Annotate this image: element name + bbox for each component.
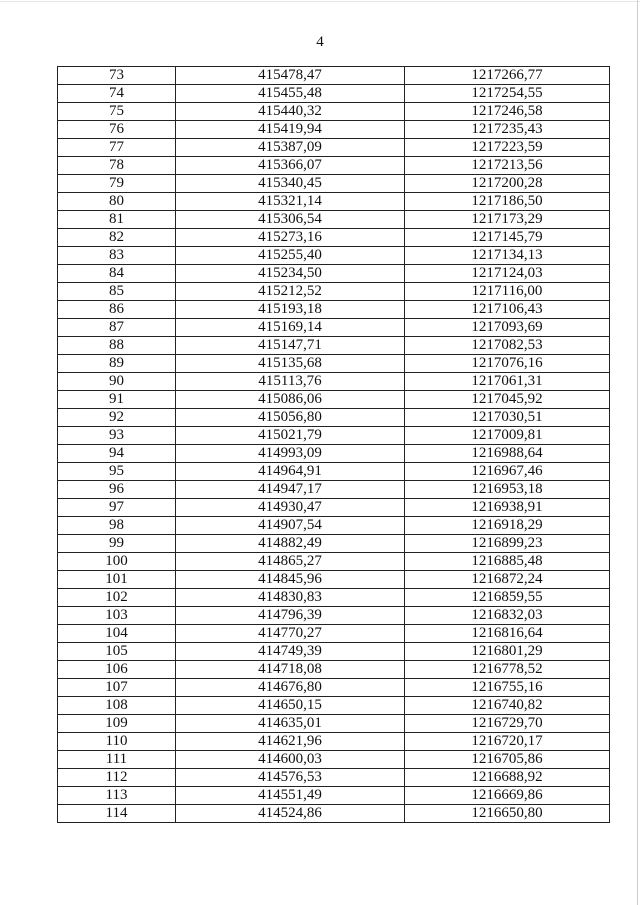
- x-coordinate-cell: 414551,49: [176, 787, 405, 805]
- point-number-cell: 82: [58, 229, 176, 247]
- y-coordinate-cell: 1217061,31: [405, 373, 610, 391]
- table-row: [58, 193, 610, 211]
- table-row: [58, 679, 610, 697]
- y-coordinate-cell: 1217106,43: [405, 301, 610, 319]
- x-coordinate-cell: 415234,50: [176, 265, 405, 283]
- point-number-cell: 80: [58, 193, 176, 211]
- table-row: [58, 499, 610, 517]
- table-row: [58, 283, 610, 301]
- table-row: [58, 391, 610, 409]
- y-coordinate-cell: 1216720,17: [405, 733, 610, 751]
- coordinates-table-body: [58, 67, 610, 823]
- y-coordinate-cell: 1216650,80: [405, 805, 610, 823]
- table-row: [58, 211, 610, 229]
- table-row: [58, 715, 610, 733]
- point-number-cell: 77: [58, 139, 176, 157]
- y-coordinate-cell: 1216705,86: [405, 751, 610, 769]
- page-number: 4: [316, 34, 324, 50]
- x-coordinate-cell: 415478,47: [176, 67, 405, 85]
- table-row: [58, 103, 610, 121]
- point-number-cell: 111: [58, 751, 176, 769]
- x-coordinate-cell: 415419,94: [176, 121, 405, 139]
- x-coordinate-cell: 415340,45: [176, 175, 405, 193]
- x-coordinate-cell: 415306,54: [176, 211, 405, 229]
- table-row: [58, 571, 610, 589]
- y-coordinate-cell: 1217200,28: [405, 175, 610, 193]
- x-coordinate-cell: 414718,08: [176, 661, 405, 679]
- x-coordinate-cell: 415135,68: [176, 355, 405, 373]
- x-coordinate-cell: 415212,52: [176, 283, 405, 301]
- table-row: [58, 337, 610, 355]
- point-number-cell: 76: [58, 121, 176, 139]
- x-coordinate-cell: 414993,09: [176, 445, 405, 463]
- point-number-cell: 73: [58, 67, 176, 85]
- y-coordinate-cell: 1216885,48: [405, 553, 610, 571]
- y-coordinate-cell: 1216967,46: [405, 463, 610, 481]
- table-row: [58, 85, 610, 103]
- table-row: [58, 805, 610, 823]
- table-row: [58, 67, 610, 85]
- point-number-cell: 78: [58, 157, 176, 175]
- point-number-cell: 97: [58, 499, 176, 517]
- x-coordinate-cell: 415021,79: [176, 427, 405, 445]
- point-number-cell: 112: [58, 769, 176, 787]
- point-number-cell: 104: [58, 625, 176, 643]
- x-coordinate-cell: 415255,40: [176, 247, 405, 265]
- x-coordinate-cell: 414621,96: [176, 733, 405, 751]
- point-number-cell: 74: [58, 85, 176, 103]
- point-number-cell: 87: [58, 319, 176, 337]
- x-coordinate-cell: 414964,91: [176, 463, 405, 481]
- table-row: [58, 607, 610, 625]
- point-number-cell: 113: [58, 787, 176, 805]
- point-number-cell: 107: [58, 679, 176, 697]
- table-row: [58, 355, 610, 373]
- x-coordinate-cell: 415147,71: [176, 337, 405, 355]
- y-coordinate-cell: 1217009,81: [405, 427, 610, 445]
- x-coordinate-cell: 414907,54: [176, 517, 405, 535]
- y-coordinate-cell: 1216872,24: [405, 571, 610, 589]
- x-coordinate-cell: 415321,14: [176, 193, 405, 211]
- y-coordinate-cell: 1216988,64: [405, 445, 610, 463]
- y-coordinate-cell: 1216729,70: [405, 715, 610, 733]
- y-coordinate-cell: 1217213,56: [405, 157, 610, 175]
- x-coordinate-cell: 414947,17: [176, 481, 405, 499]
- table-row: [58, 517, 610, 535]
- x-coordinate-cell: 415113,76: [176, 373, 405, 391]
- x-coordinate-cell: 414930,47: [176, 499, 405, 517]
- table-row: [58, 247, 610, 265]
- table-row: [58, 751, 610, 769]
- table-row: [58, 733, 610, 751]
- y-coordinate-cell: 1217266,77: [405, 67, 610, 85]
- y-coordinate-cell: 1216832,03: [405, 607, 610, 625]
- point-number-cell: 75: [58, 103, 176, 121]
- point-number-cell: 114: [58, 805, 176, 823]
- table-row: [58, 265, 610, 283]
- y-coordinate-cell: 1216778,52: [405, 661, 610, 679]
- point-number-cell: 79: [58, 175, 176, 193]
- table-row: [58, 157, 610, 175]
- scan-right-edge: [637, 0, 638, 905]
- x-coordinate-cell: 414576,53: [176, 769, 405, 787]
- table-row: [58, 139, 610, 157]
- point-number-cell: 101: [58, 571, 176, 589]
- point-number-cell: 98: [58, 517, 176, 535]
- y-coordinate-cell: 1216688,92: [405, 769, 610, 787]
- y-coordinate-cell: 1216816,64: [405, 625, 610, 643]
- point-number-cell: 103: [58, 607, 176, 625]
- point-number-cell: 102: [58, 589, 176, 607]
- point-number-cell: 95: [58, 463, 176, 481]
- point-number-cell: 85: [58, 283, 176, 301]
- y-coordinate-cell: 1217076,16: [405, 355, 610, 373]
- point-number-cell: 100: [58, 553, 176, 571]
- y-coordinate-cell: 1217254,55: [405, 85, 610, 103]
- y-coordinate-cell: 1217145,79: [405, 229, 610, 247]
- y-coordinate-cell: 1216918,29: [405, 517, 610, 535]
- table-row: [58, 535, 610, 553]
- table-row: [58, 121, 610, 139]
- point-number-cell: 105: [58, 643, 176, 661]
- x-coordinate-cell: 415366,07: [176, 157, 405, 175]
- y-coordinate-cell: 1217116,00: [405, 283, 610, 301]
- x-coordinate-cell: 414796,39: [176, 607, 405, 625]
- point-number-cell: 96: [58, 481, 176, 499]
- point-number-cell: 84: [58, 265, 176, 283]
- point-number-cell: 94: [58, 445, 176, 463]
- point-number-cell: 108: [58, 697, 176, 715]
- table-row: [58, 229, 610, 247]
- y-coordinate-cell: 1216899,23: [405, 535, 610, 553]
- point-number-cell: 109: [58, 715, 176, 733]
- coordinates-table: [57, 66, 610, 823]
- table-row: [58, 481, 610, 499]
- x-coordinate-cell: 414524,86: [176, 805, 405, 823]
- x-coordinate-cell: 415455,48: [176, 85, 405, 103]
- table-row: [58, 463, 610, 481]
- table-row: [58, 787, 610, 805]
- y-coordinate-cell: 1216938,91: [405, 499, 610, 517]
- y-coordinate-cell: 1217246,58: [405, 103, 610, 121]
- table-row: [58, 697, 610, 715]
- point-number-cell: 90: [58, 373, 176, 391]
- point-number-cell: 83: [58, 247, 176, 265]
- y-coordinate-cell: 1217093,69: [405, 319, 610, 337]
- x-coordinate-cell: 414600,03: [176, 751, 405, 769]
- point-number-cell: 91: [58, 391, 176, 409]
- y-coordinate-cell: 1217124,03: [405, 265, 610, 283]
- x-coordinate-cell: 414650,15: [176, 697, 405, 715]
- table-row: [58, 643, 610, 661]
- scan-top-edge: [0, 1, 640, 2]
- point-number-cell: 106: [58, 661, 176, 679]
- x-coordinate-cell: 415193,18: [176, 301, 405, 319]
- table-row: [58, 373, 610, 391]
- x-coordinate-cell: 415273,16: [176, 229, 405, 247]
- x-coordinate-cell: 415169,14: [176, 319, 405, 337]
- point-number-cell: 110: [58, 733, 176, 751]
- table-row: [58, 625, 610, 643]
- y-coordinate-cell: 1217082,53: [405, 337, 610, 355]
- table-row: [58, 769, 610, 787]
- y-coordinate-cell: 1217173,29: [405, 211, 610, 229]
- y-coordinate-cell: 1216740,82: [405, 697, 610, 715]
- point-number-cell: 92: [58, 409, 176, 427]
- point-number-cell: 99: [58, 535, 176, 553]
- table-row: [58, 661, 610, 679]
- x-coordinate-cell: 414676,80: [176, 679, 405, 697]
- table-row: [58, 589, 610, 607]
- y-coordinate-cell: 1217186,50: [405, 193, 610, 211]
- x-coordinate-cell: 414845,96: [176, 571, 405, 589]
- table-row: [58, 409, 610, 427]
- table-row: [58, 319, 610, 337]
- x-coordinate-cell: 414865,27: [176, 553, 405, 571]
- x-coordinate-cell: 415387,09: [176, 139, 405, 157]
- y-coordinate-cell: 1216953,18: [405, 481, 610, 499]
- x-coordinate-cell: 415440,32: [176, 103, 405, 121]
- point-number-cell: 93: [58, 427, 176, 445]
- y-coordinate-cell: 1217030,51: [405, 409, 610, 427]
- x-coordinate-cell: 414882,49: [176, 535, 405, 553]
- point-number-cell: 89: [58, 355, 176, 373]
- point-number-cell: 81: [58, 211, 176, 229]
- table-row: [58, 175, 610, 193]
- y-coordinate-cell: 1216669,86: [405, 787, 610, 805]
- x-coordinate-cell: 414770,27: [176, 625, 405, 643]
- x-coordinate-cell: 415056,80: [176, 409, 405, 427]
- y-coordinate-cell: 1216859,55: [405, 589, 610, 607]
- y-coordinate-cell: 1217223,59: [405, 139, 610, 157]
- y-coordinate-cell: 1216801,29: [405, 643, 610, 661]
- x-coordinate-cell: 415086,06: [176, 391, 405, 409]
- table-row: [58, 301, 610, 319]
- table-row: [58, 445, 610, 463]
- point-number-cell: 88: [58, 337, 176, 355]
- y-coordinate-cell: 1217235,43: [405, 121, 610, 139]
- y-coordinate-cell: 1217134,13: [405, 247, 610, 265]
- x-coordinate-cell: 414830,83: [176, 589, 405, 607]
- table-row: [58, 553, 610, 571]
- table-row: [58, 427, 610, 445]
- x-coordinate-cell: 414749,39: [176, 643, 405, 661]
- y-coordinate-cell: 1216755,16: [405, 679, 610, 697]
- y-coordinate-cell: 1217045,92: [405, 391, 610, 409]
- x-coordinate-cell: 414635,01: [176, 715, 405, 733]
- point-number-cell: 86: [58, 301, 176, 319]
